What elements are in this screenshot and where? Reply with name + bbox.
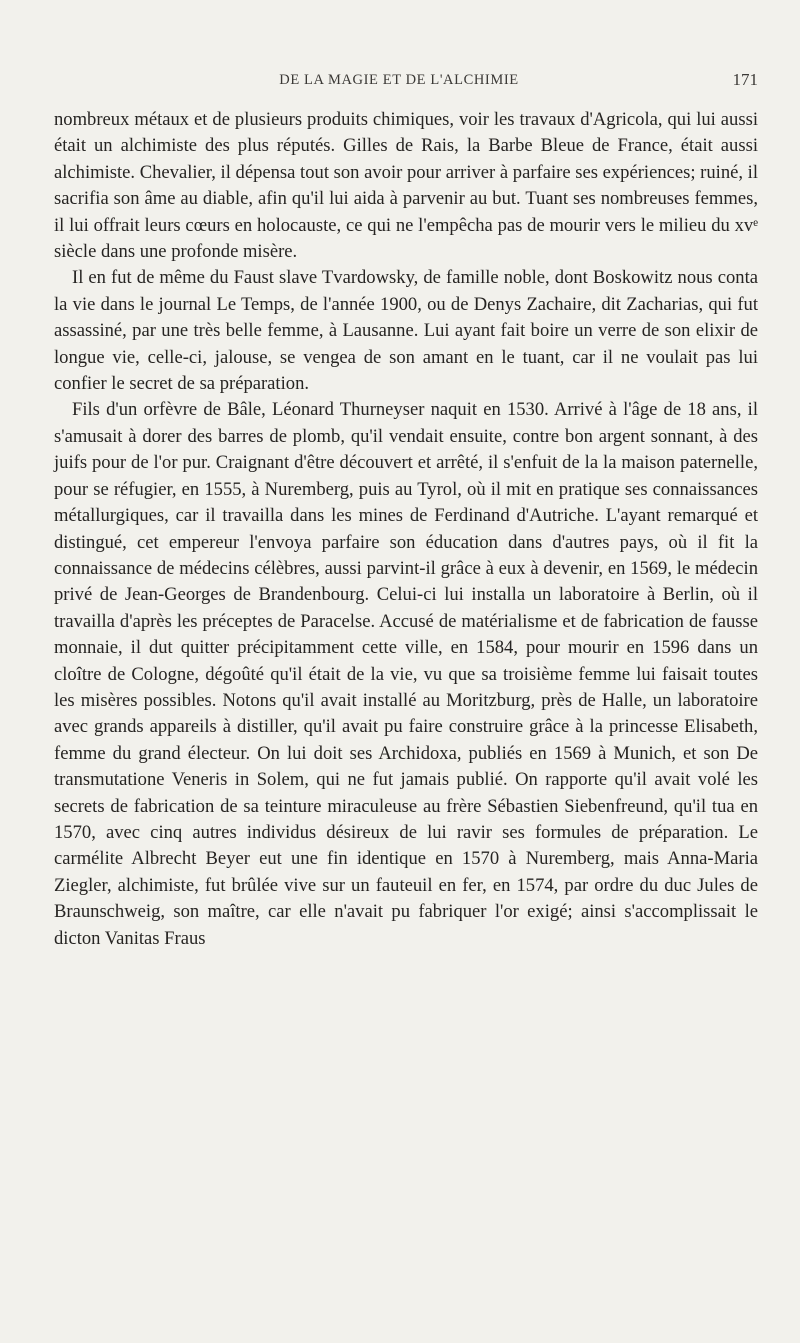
paragraph-3: Fils d'un orfèvre de Bâle, Léonard Thurneyser naquit en 1530. Arrivé à l'âge de 18 ans, il s'amusait à dorer des barres de plomb, qu'il vendait ensuite, contre bon argent sonnant, à des juifs pour de l'or pur. Craignant d'être découvert et arrêté, il s'enfuit de la la maison paternelle, pour se réfugier, en 1555, à Nuremberg, puis au Tyrol, où il mit en pratique ses connaissances métallurgiques, car il travailla dans les mines de Ferdinand d'Autriche. L'ayant remarqué et distingué, cet empereur l'envoya parfaire son éducation dans d'autres pays, où il fit la connaissance de médecins célèbres, aussi parvint-il grâce à eux à devenir, en 1569, le médecin privé de Jean-Georges de Brandenbourg. Celui-ci lui installa un laboratoire à Berlin, où il travailla d'après les préceptes de Paracelse. Accusé de matérialisme et de fabrication de fausse monnaie, il dut quitter précipitamment cette ville, en 1584, pour mourir en 1596 dans un cloître de Cologne, dégoûté qu'il était de la vie, vu que sa troisième femme lui faisait toutes les misères possibles. Notons qu'il avait installé au Moritzburg, près de Halle, un laboratoire avec grands appareils à distiller, qu'il avait pu faire construire grâce à la princesse Elisabeth, femme du grand électeur. On lui doit ses Archidoxa, publiés en 1569 à Munich, et son De transmutatione Veneris in Solem, qui ne fut jamais publié. On rapporte qu'il avait volé les secrets de fabrication de sa teinture miraculeuse au frère Sébastien Siebenfreund, qu'il tua en 1570, avec cinq autres individus désireux de lui ravir ses formules de préparation. Le carmélite Albrecht Beyer eut une fin identique en 1570 à Nuremberg, mais Anna-Maria Ziegler, alchimiste, fut brûlée vive sur un fauteuil en fer, en 1574, par ordre du duc Jules de Braunschweig, son maître, car elle n'avait pu fabriquer l'or exigé; ainsi s'accomplissait le dicton Vanitas Fraus (54, 399, 758, 949)
paragraph-1: nombreux métaux et de plusieurs produits chimiques, voir les travaux d'Agricola, qui lui aussi était un alchimiste des plus réputés. Gilles de Rais, la Barbe Bleue de France, était aussi alchimiste. Chevalier, il dépensa tout son avoir pour arriver à parfaire ses expériences; ruiné, il sacrifia son âme au diable, afin qu'il lui aida à parvenir au but. Tuant ses nombreuses femmes, il lui offrait leurs cœurs en holocauste, ce qui ne l'empêcha pas de mourir vers le milieu du xvᵉ siècle dans une profonde misère. (54, 109, 759, 263)
page-header (40, 72, 758, 96)
running-title: DE LA MAGIE ET DE L'ALCHIMIE (279, 72, 519, 88)
body-text (54, 107, 758, 952)
paragraph-2: Il en fut de même du Faust slave Tvardowsky, de famille noble, dont Boskowitz nous conta la vie dans le journal Le Temps, de l'année 1900, ou de Denys Zachaire, dit Zacharias, qui fut assassiné, par une très belle femme, à Lausanne. Lui ayant fait boire un verre de son elixir de longue vie, celle-ci, jalouse, se vengea de son amant en le tuant, car il ne voulait pas lui confier le secret de sa préparation. (54, 267, 758, 395)
page-number: 171 (732, 70, 758, 89)
